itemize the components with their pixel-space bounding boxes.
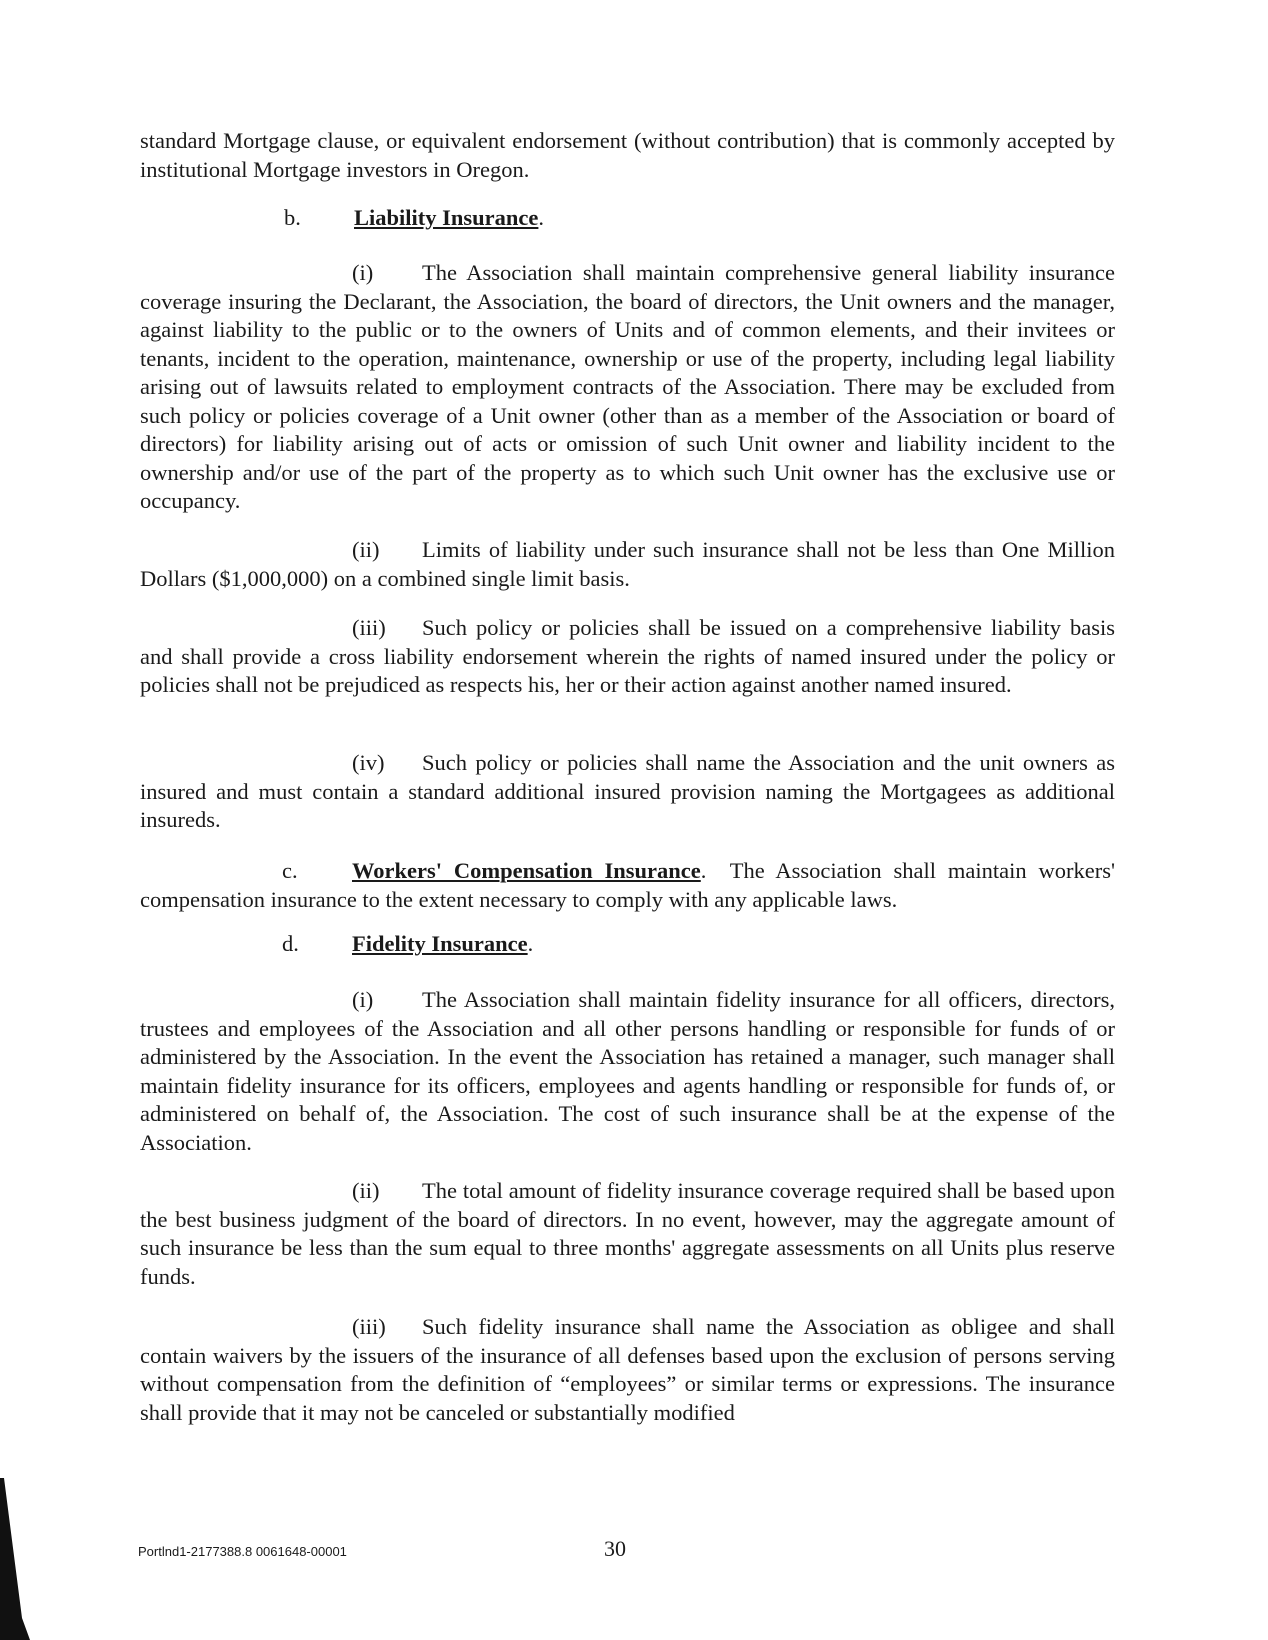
footer-document-id: Portlnd1-2177388.8 0061648-00001 <box>138 1544 347 1559</box>
item-number: (ii) <box>352 1178 380 1203</box>
section-d-item-ii <box>140 1177 1115 1291</box>
item-text: Limits of liability under such insurance shall not be less than One Million Dollars ($1,000,000) on a combined single limit basis. <box>140 537 1115 591</box>
item-number: (i) <box>352 260 374 285</box>
section-d-title: Fidelity Insurance <box>352 931 528 956</box>
item-text: Such fidelity insurance shall name the Association as obligee and shall contain waivers by the issuers of the insurance of all defenses based upon the exclusion of persons serving without compensation from the definition of “employees” or similar terms or expressions. The insurance shall provide that it may not be canceled or substantially modified <box>140 1314 1115 1425</box>
section-d-letter: d. <box>282 931 299 956</box>
section-c-paragraph: c. Workers' Compensation Insurance. The Association shall maintain workers' compensation insurance to the extent necessary to comply with any applicable laws. <box>140 858 1116 912</box>
item-number: (iii) <box>352 1314 386 1339</box>
section-c-text: The Association shall maintain workers' compensation insurance to the extent necessary to comply with any applicable laws. <box>140 858 1116 912</box>
item-text: The Association shall maintain comprehensive general liability insurance coverage insuring the Declarant, the Association, the board of directors, the Unit owners and the manager, against liability to the public or to the owners of Units and of common elements, and their invitees or tenants, incident to the operation, maintenance, ownership or use of the property, including legal liability arising out of lawsuits related to employment contracts of the Association. There may be excluded from such policy or policies coverage of a Unit owner (other than as a member of the Association or board of directors) for liability arising out of acts or omission of such Unit owner and liability incident to the ownership and/or use of the part of the property as to which such Unit owner has the exclusive use or occupancy. <box>140 260 1115 513</box>
section-c-letter: c. <box>282 858 298 883</box>
item-text: The Association shall maintain fidelity insurance for all officers, directors, trustees and employees of the Association and all other persons handling or responsible for funds of or administered by the Association. In the event the Association has retained a manager, such manager shall maintain fidelity insurance for its officers, employees and agents handling or responsible for funds of, or administered on behalf of, the Association. The cost of such insurance shall be at the expense of the Association. <box>140 987 1115 1155</box>
section-d-item-i <box>140 986 1115 1157</box>
intro-paragraph: standard Mortgage clause, or equivalent endorsement (without contribution) that is commonly accepted by institutional Mortgage investors in Oregon. <box>140 128 1115 182</box>
section-b-letter: b. <box>284 205 301 230</box>
section-d-item-iii <box>140 1313 1115 1427</box>
section-b-heading: b. Liability Insurance. <box>284 204 544 233</box>
item-text: Such policy or policies shall be issued on a comprehensive liability basis and shall provide a cross liability endorsement wherein the rights of named insured under the policy or policies shall not be prejudiced as respects his, her or their action against another named insured. <box>140 615 1115 697</box>
item-number: (i) <box>352 987 374 1012</box>
scan-edge-mark <box>0 1478 30 1640</box>
item-number: (iv) <box>352 750 385 775</box>
item-number: (iii) <box>352 615 386 640</box>
section-c-title: Workers' Compensation Insurance <box>352 858 701 883</box>
section-b-item-iv <box>140 749 1115 835</box>
item-text: The total amount of fidelity insurance coverage required shall be based upon the best business judgment of the board of directors. In no event, however, may the aggregate amount of such insurance be less than the sum equal to three months' aggregate assessments on all Units plus reserve funds. <box>140 1178 1115 1289</box>
item-text: Such policy or policies shall name the Association and the unit owners as insured and must contain a standard additional insured provision naming the Mortgagees as additional insureds. <box>140 750 1115 832</box>
section-b-item-iii <box>140 614 1115 700</box>
section-d-heading: d. Fidelity Insurance. <box>282 930 533 959</box>
page-number: 30 <box>604 1536 626 1561</box>
section-b-item-ii <box>140 536 1115 593</box>
section-b-title: Liability Insurance <box>354 205 539 230</box>
item-number: (ii) <box>352 537 380 562</box>
section-b-item-i <box>140 259 1115 516</box>
